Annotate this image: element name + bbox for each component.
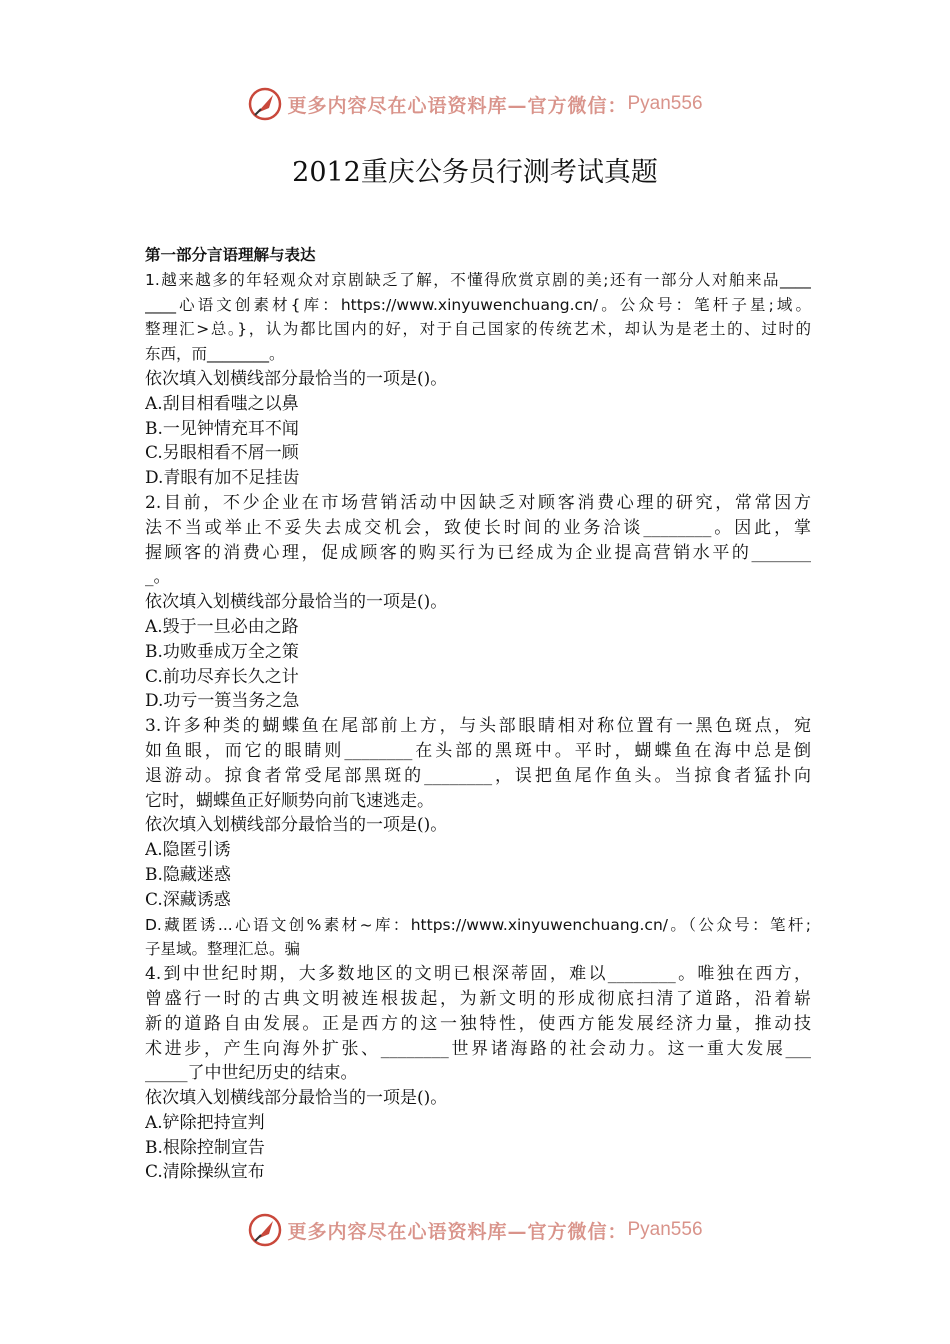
option-line: A.铲除把持宣判 (145, 1112, 265, 1133)
option-line: D.藏匿诱...心语文创%素材~库：https://www.xinyuwenchuang.cn/。（公众号：笔杆; (145, 915, 811, 934)
option-line: B.一见钟情充耳不闻 (145, 418, 299, 439)
text-line: 新的道路自由发展。正是西方的这一独特性，使西方能发展经济力量，推动技 (145, 1013, 811, 1034)
section-heading: 第一部分言语理解与表达 (145, 246, 316, 264)
option-line: A.隐匿引诱 (145, 840, 231, 861)
option-line: C.前功尽弃长久之计 (145, 666, 299, 687)
option-line: D.青眼有加不足挂齿 (145, 468, 300, 489)
text-line: ____心语文创素材{库：https://www.xinyuwenchuang.cn/。公众号：笔杆子星;域。 (145, 295, 811, 314)
banner-wechat-id: Pyan556 (627, 93, 703, 114)
text-line: 东西，而________。 (145, 345, 285, 364)
text-line: 3.许多种类的蝴蝶鱼在尾部前上方，与头部眼睛相对称位置有一黑色斑点，宛 (145, 716, 811, 737)
text-line: 依次填入划横线部分最恰当的一项是()。 (145, 592, 448, 613)
option-line: C.清除操纵宣布 (145, 1162, 265, 1183)
option-line: A.毁于一旦必由之路 (145, 616, 299, 637)
text-line: 4.到中世纪时期，大多数地区的文明已根深蒂固，难以________。唯独在西方， (145, 964, 811, 985)
banner-wechat-id: Pyan556 (627, 1219, 703, 1240)
banner-text: 更多内容尽在心语资料库—官方微信： (287, 94, 628, 117)
text-line: 子星域。整理汇总。骗 (145, 940, 301, 959)
quill-logo-icon (247, 1212, 283, 1248)
text-line: 整理汇>总。}，认为都比国内的好，对于自己国家的传统艺术，却认为是老土的、过时的 (145, 320, 811, 339)
text-line: 术进步，产生向海外扩张、________世界诸海路的社会动力。这一重大发展___ (145, 1038, 811, 1059)
text-line: 如鱼眼，而它的眼睛则________在头部的黑斑中。平时，蝴蝶鱼在海中总是倒 (145, 740, 811, 761)
text-line: 曾盛行一时的古典文明被连根拔起，为新文明的形成彻底扫清了道路，沿着崭 (145, 988, 811, 1009)
text-line: 依次填入划横线部分最恰当的一项是()。 (145, 368, 448, 389)
quill-logo-icon (247, 86, 283, 122)
option-line: C.深藏诱惑 (145, 889, 231, 910)
option-line: B.根除控制宣告 (145, 1137, 265, 1158)
page-title: 2012重庆公务员行测考试真题 (292, 157, 658, 188)
option-line: D.功亏一篑当务之急 (145, 691, 300, 712)
text-line: 依次填入划横线部分最恰当的一项是()。 (145, 1088, 448, 1109)
text-line: 2.目前，不少企业在市场营销活动中因缺乏对顾客消费心理的研究，常常因方 (145, 492, 811, 513)
document-body (145, 243, 811, 1185)
text-line: _。 (145, 567, 171, 588)
footer-banner (0, 1208, 950, 1252)
banner-text: 更多内容尽在心语资料库—官方微信： (287, 1220, 628, 1243)
text-line: 它时，蝴蝶鱼正好顺势向前飞速逃走。 (145, 790, 434, 811)
header-banner (0, 82, 950, 126)
option-line: A.刮目相看嗤之以鼻 (145, 393, 299, 414)
text-line: _____了中世纪历史的结束。 (145, 1063, 358, 1084)
text-line: 握顾客的消费心理，促成顾客的购买行为已经成为企业提高营销水平的_______ (145, 542, 811, 563)
option-line: B.隐藏迷惑 (145, 864, 231, 885)
option-line: B.功败垂成万全之策 (145, 641, 299, 662)
text-line: 依次填入划横线部分最恰当的一项是()。 (145, 815, 448, 836)
option-line: C.另眼相看不屑一顾 (145, 443, 299, 464)
text-line: 1.越来越多的年轻观众对京剧缺乏了解，不懂得欣赏京剧的美;还有一部分人对舶来品____ (145, 270, 811, 289)
text-line: 法不当或举止不妥失去成交机会，致使长时间的业务洽谈________。因此，掌 (145, 517, 811, 538)
text-line: 退游动。掠食者常受尾部黑斑的________，误把鱼尾作鱼头。当掠食者猛扑向 (145, 765, 811, 786)
